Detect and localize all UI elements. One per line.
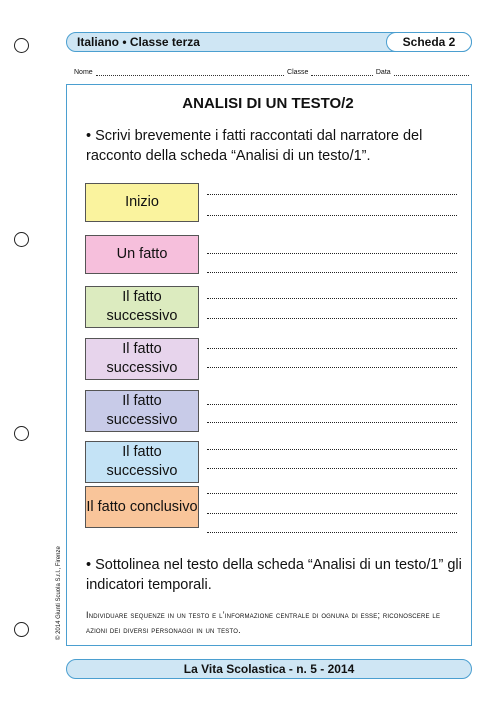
student-fields [74, 68, 472, 76]
answer-line[interactable] [207, 298, 457, 299]
answer-line[interactable] [207, 253, 457, 254]
box-label: Il fatto successivo [106, 444, 178, 479]
scheda-label: Scheda 2 [386, 32, 472, 52]
box-label: Il fatto successivo [106, 289, 178, 324]
box-fatto-successivo-4 [85, 441, 199, 483]
binder-hole [14, 622, 29, 637]
binder-hole [14, 232, 29, 247]
copyright-note: © 2014 Giunti Scuola S.r.l., Firenze [56, 546, 62, 640]
learning-objectives: Individuare sequenze in un testo e l’informazione centrale di ognuna di esse; riconoscere le azioni dei diversi personaggi in un testo. [86, 610, 441, 635]
binder-hole [14, 38, 29, 53]
box-fatto-successivo-2 [85, 338, 199, 380]
classe-line[interactable] [311, 68, 372, 76]
box-label: Il fatto successivo [106, 393, 178, 428]
answer-line[interactable] [207, 215, 457, 216]
page-title: ANALISI DI UN TESTO/2 [182, 95, 354, 112]
data-label: Data [375, 69, 391, 76]
instruction-underline: • Sottolinea nel testo della scheda “Analisi di un testo/1” gli indicatori temporali. [86, 557, 462, 593]
nome-label: Nome [74, 69, 93, 76]
answer-line[interactable] [207, 194, 457, 195]
answer-line[interactable] [207, 468, 457, 469]
binder-hole [14, 426, 29, 441]
box-fatto-conclusivo [85, 486, 199, 528]
subject-label: Italiano • Classe terza [77, 35, 200, 49]
answer-line[interactable] [207, 367, 457, 368]
header-band [66, 32, 472, 52]
answer-line[interactable] [207, 272, 457, 273]
answer-line[interactable] [207, 449, 457, 450]
box-fatto-successivo-1 [85, 286, 199, 328]
box-label: Inizio [125, 194, 159, 210]
data-line[interactable] [394, 68, 469, 76]
instruction-write: • Scrivi brevemente i fatti raccontati dal narratore del racconto della scheda “Analisi di un testo/1”. [86, 128, 423, 164]
answer-line[interactable] [207, 348, 457, 349]
nome-line[interactable] [96, 68, 284, 76]
answer-line[interactable] [207, 513, 457, 514]
box-fatto-successivo-3 [85, 390, 199, 432]
footer-band [66, 659, 472, 679]
footer-label: La Vita Scolastica - n. 5 - 2014 [183, 662, 355, 676]
box-label: Un fatto [116, 246, 168, 262]
answer-line[interactable] [207, 422, 457, 423]
box-inizio [85, 183, 199, 222]
box-label: Il fatto successivo [106, 341, 178, 376]
answer-line[interactable] [207, 493, 457, 494]
box-label: Il fatto conclusivo [86, 498, 198, 515]
classe-label: Classe [287, 69, 309, 76]
answer-line[interactable] [207, 318, 457, 319]
box-un-fatto [85, 235, 199, 274]
answer-line[interactable] [207, 532, 457, 533]
answer-line[interactable] [207, 404, 457, 405]
